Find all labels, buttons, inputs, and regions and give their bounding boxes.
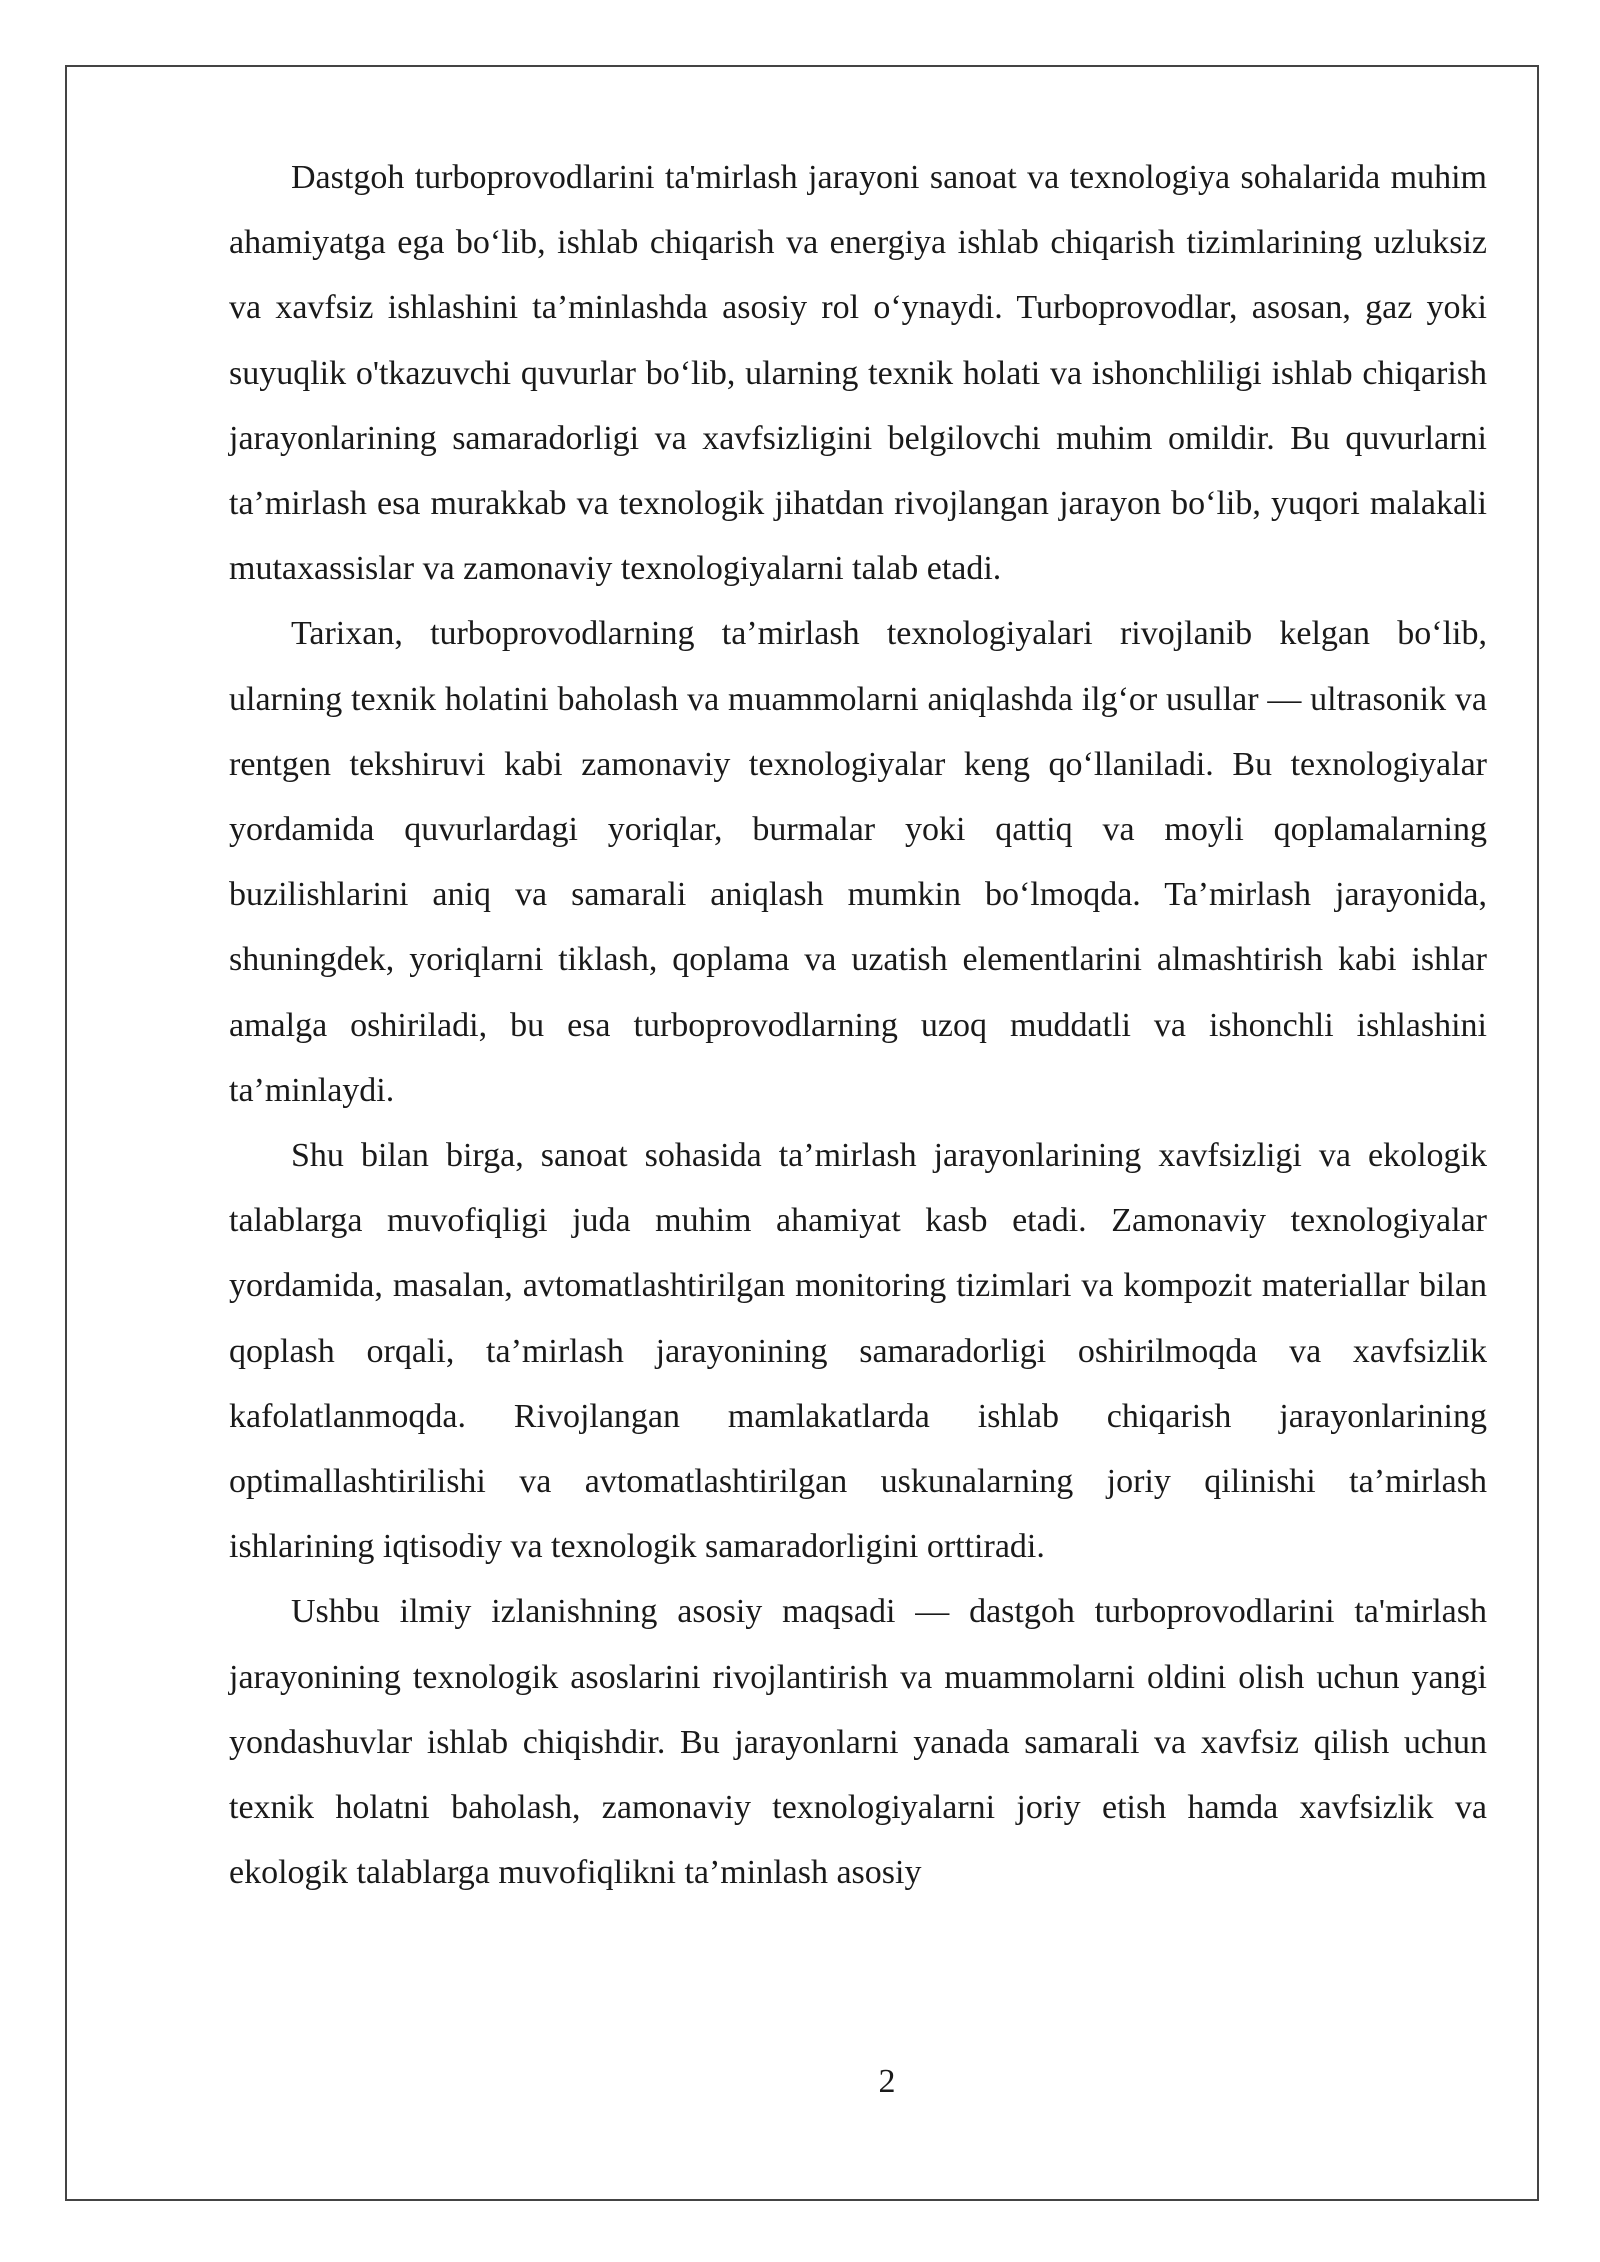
page-number: 2 <box>878 2063 896 2100</box>
paragraph-2: Tarixan, turboprovodlarning ta’mirlash texnologiyalari rivojlanib kelgan bo‘lib, ularning texnik holatini baholash va muammolarni aniqlashda ilg‘or usullar — ultrasonik va rentgen tekshiruvi kabi zamonaviy texnologiyalar keng qo‘llaniladi. Bu texnologiyalar yordamida quvurlardagi yoriqlar, burmalar yoki qattiq va moyli qoplamalarning buzilishlarini aniq va samarali aniqlash mumkin bo‘lmoqda. Ta’mirlash jarayonida, shuningdek, yoriqlarni tiklash, qoplama va uzatish elementlarini almashtirish kabi ishlar amalga oshiriladi, bu esa turboprovodlarning uzoq muddatli va ishonchli ishlashini ta’minlaydi. <box>229 615 1487 1109</box>
paragraph-3: Shu bilan birga, sanoat sohasida ta’mirlash jarayonlarining xavfsizligi va ekologik talablarga muvofiqligi juda muhim ahamiyat kasb etadi. Zamonaviy texnologiyalar yordamida, masalan, avtomatlashtirilgan monitoring tizimlari va kompozit materiallar bilan qoplash orqali, ta’mirlash jarayonining samaradorligi oshirilmoqda va xavfsizlik kafolatlanmoqda. Rivojlangan mamlakatlarda ishlab chiqarish jarayonlarining optimallashtirilishi va avtomatlashtirilgan uskunalarning joriy qilinishi ta’mirlash ishlarining iqtisodiy va texnologik samaradorligini orttiradi. <box>229 1137 1487 1566</box>
paragraph-1: Dastgoh turboprovodlarini ta'mirlash jarayoni sanoat va texnologiya sohalarida muhim ahamiyatga ega bo‘lib, ishlab chiqarish va energiya ishlab chiqarish tizimlarining uzluksiz va xavfsiz ishlashini ta’minlashda asosiy rol o‘ynaydi. Turboprovodlar, asosan, gaz yoki suyuqlik o'tkazuvchi quvurlar bo‘lib, ularning texnik holati va ishonchliligi ishlab chiqarish jarayonlarining samaradorligi va xavfsizligini belgilovchi muhim omildir. Bu quvurlarni ta’mirlash esa murakkab va texnologik jihatdan rivojlangan jarayon bo‘lib, yuqori malakali mutaxassislar va zamonaviy texnologiyalarni talab etadi. <box>229 159 1487 588</box>
document-body <box>229 145 1487 1905</box>
paragraph-4: Ushbu ilmiy izlanishning asosiy maqsadi — dastgoh turboprovodlarini ta'mirlash jarayonining texnologik asoslarini rivojlantirish va muammolarni oldini olish uchun yangi yondashuvlar ishlab chiqishdir. Bu jarayonlarni yanada samarali va xavfsiz qilish uchun texnik holatni baholash, zamonaviy texnologiyalarni joriy etish hamda xavfsizlik va ekologik talablarga muvofiqlikni ta’minlash asosiy <box>229 1593 1487 1892</box>
